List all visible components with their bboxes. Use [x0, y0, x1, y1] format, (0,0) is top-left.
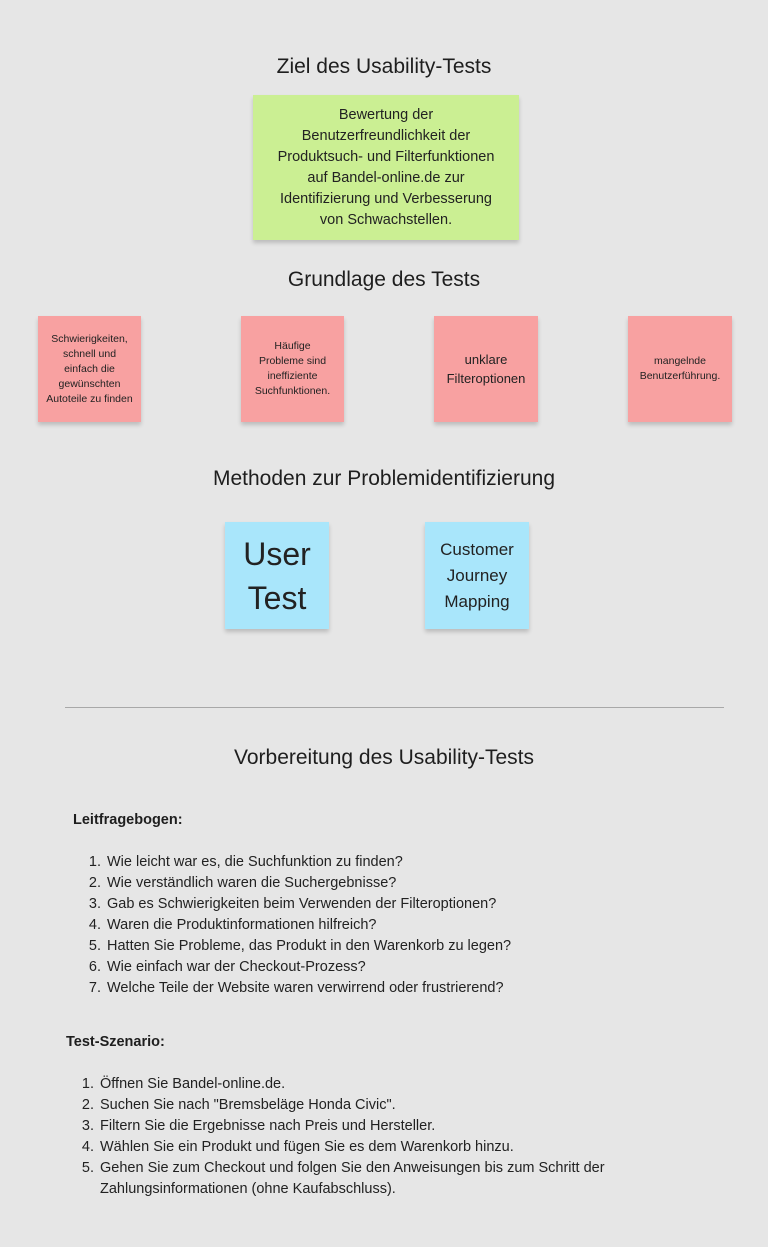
scenario-step: 2. Suchen Sie nach "Bremsbeläge Honda Civic".: [98, 1095, 688, 1116]
goal-heading: Ziel des Usability-Tests: [276, 55, 492, 78]
questionnaire-list: [72, 852, 745, 999]
basis-sticky-note-search-problems: Häufige Probleme sind ineffiziente Suchfunktionen.: [241, 316, 344, 422]
scenario-step: 5. Gehen Sie zum Checkout und folgen Sie den Anweisungen bis zum Schritt der Zahlungsinformationen (ohne Kaufabschluss).: [98, 1158, 688, 1200]
question-item: 1. Wie leicht war es, die Suchfunktion zu finden?: [105, 852, 745, 873]
question-item: 5. Hatten Sie Probleme, das Produkt in den Warenkorb zu legen?: [105, 936, 745, 957]
scenario-step: 3. Filtern Sie die Ergebnisse nach Preis und Hersteller.: [98, 1116, 688, 1137]
methods-sticky-note-customer-journey: Customer Journey Mapping: [425, 522, 529, 629]
basis-sticky-note-user-guidance: mangelnde Benutzerführung.: [628, 316, 732, 422]
section-divider: [65, 707, 724, 708]
question-item: 4. Waren die Produktinformationen hilfreich?: [105, 915, 745, 936]
goal-sticky-note: Bewertung der Benutzerfreundlichkeit der Produktsuch- und Filterfunktionen auf Bandel-online.de zur Identifizierung und Verbesserung von Schwachstellen.: [253, 95, 519, 240]
basis-heading: Grundlage des Tests: [287, 268, 481, 291]
question-item: 3. Gab es Schwierigkeiten beim Verwenden der Filteroptionen?: [105, 894, 745, 915]
scenario-step: 1. Öffnen Sie Bandel-online.de.: [98, 1074, 688, 1095]
question-item: 6. Wie einfach war der Checkout-Prozess?: [105, 957, 745, 978]
question-item: 7. Welche Teile der Website waren verwirrend oder frustrierend?: [105, 978, 745, 999]
scenario-step: 4. Wählen Sie ein Produkt und fügen Sie es dem Warenkorb hinzu.: [98, 1137, 688, 1158]
question-item: 2. Wie verständlich waren die Suchergebnisse?: [105, 873, 745, 894]
methods-heading: Methoden zur Problemidentifizierung: [212, 467, 556, 490]
scenario-title: Test-Szenario:: [66, 1034, 165, 1050]
methods-sticky-note-user-test: User Test: [225, 522, 329, 629]
scenario-list: [65, 1074, 688, 1200]
questionnaire-title: Leitfragebogen:: [73, 812, 183, 828]
preparation-heading: Vorbereitung des Usability-Tests: [234, 746, 534, 769]
basis-sticky-note-difficulty: Schwierigkeiten, schnell und einfach die gewünschten Autoteile zu finden: [38, 316, 141, 422]
basis-sticky-note-filter-options: unklare Filteroptionen: [434, 316, 538, 422]
